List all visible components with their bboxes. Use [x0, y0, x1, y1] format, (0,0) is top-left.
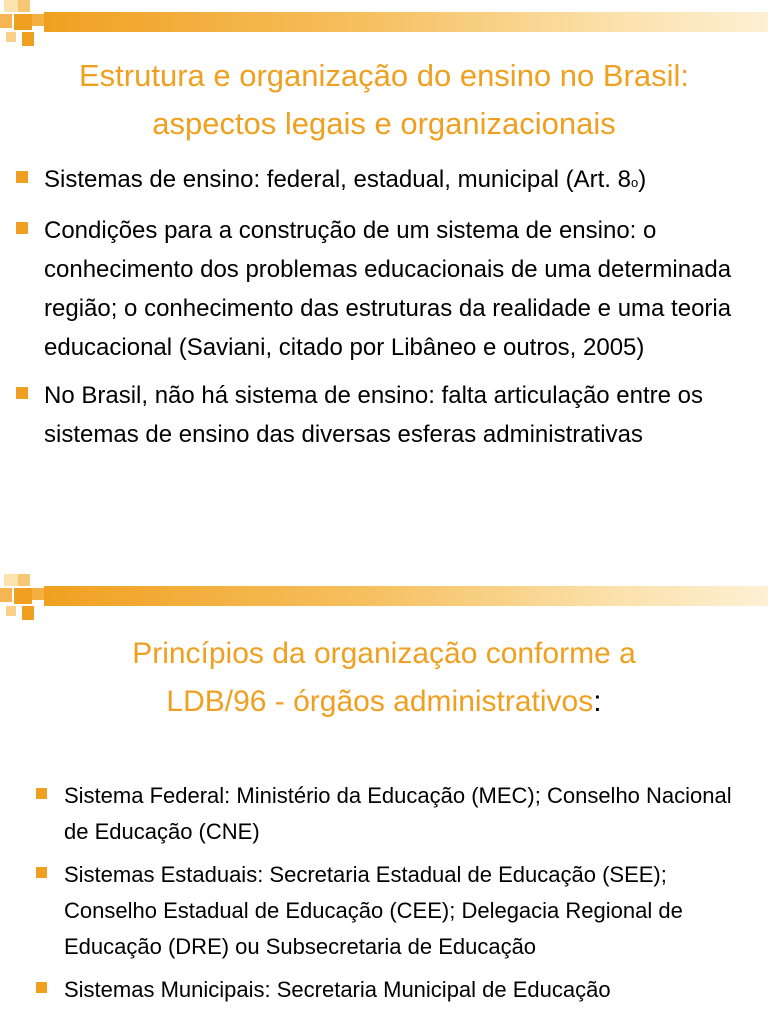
slide-2-bullet-list — [36, 778, 758, 1015]
deco-square — [6, 32, 16, 42]
slide-1-title — [0, 52, 768, 148]
bullet-text: Sistema Federal: Ministério da Educação (MEC); Conselho Nacional de Educação (CNE) — [64, 783, 732, 844]
bullet-text: No Brasil, não há sistema de ensino: falta articulação entre os sistemas de ensino das diversas esferas administrativas — [44, 382, 704, 448]
deco-square — [32, 588, 44, 600]
deco-square — [6, 606, 16, 616]
deco-square — [32, 14, 44, 26]
deco-square — [18, 574, 30, 586]
deco-square — [4, 0, 18, 12]
slide-2 — [0, 574, 768, 1024]
list-item — [36, 857, 758, 965]
list-item — [16, 160, 756, 202]
gradient-bar — [44, 12, 768, 32]
list-item — [36, 972, 758, 1008]
decorative-header-bar — [0, 0, 768, 48]
bullet-text: Condições para a construção de um sistema de ensino: o conhecimento dos problemas educacionais de uma determinada região; o conhecimento das estruturas da realidade e uma teoria educacional (Saviani, citado por Libâneo e outros, 2005) — [44, 217, 732, 361]
deco-square — [22, 32, 34, 46]
square-bullet-icon — [16, 222, 28, 234]
title-line-2: aspectos legais e organizacionais — [152, 106, 616, 141]
square-bullet-icon — [16, 387, 28, 399]
bullet-text: Sistemas de ensino: federal, estadual, municipal (Art. 8 — [44, 166, 631, 193]
list-item — [16, 211, 756, 367]
list-item — [16, 376, 756, 454]
title-line-2: LDB/96 - órgãos administrativos — [166, 685, 594, 718]
gradient-bar — [44, 586, 768, 606]
title-line-1: Princípios da organização conforme a — [132, 637, 636, 670]
square-bullet-icon — [36, 867, 47, 878]
title-colon: : — [593, 685, 602, 718]
deco-square — [22, 606, 34, 620]
deco-square — [14, 588, 32, 604]
closing-paren: ) — [638, 166, 647, 193]
deco-square — [14, 14, 32, 30]
square-bullet-icon — [16, 171, 28, 183]
list-item — [36, 778, 758, 850]
deco-square — [4, 574, 18, 586]
slide-1-bullet-list — [16, 160, 756, 463]
slide-2-title — [0, 630, 768, 726]
square-bullet-icon — [36, 788, 47, 799]
deco-square — [18, 0, 30, 12]
title-line-1: Estrutura e organização do ensino no Brasil: — [78, 58, 690, 93]
ordinal-indicator: o — [630, 175, 639, 190]
deco-square — [0, 588, 12, 602]
deco-square — [0, 14, 12, 28]
bullet-text: Sistemas Municipais: Secretaria Municipal de Educação — [64, 977, 611, 1002]
bullet-text: Sistemas Estaduais: Secretaria Estadual de Educação (SEE); Conselho Estadual de Educação (CEE); Delegacia Regional de Educação (DRE) ou Subsecretaria de Educação — [64, 862, 683, 959]
decorative-header-bar — [0, 574, 768, 622]
square-bullet-icon — [36, 982, 47, 993]
